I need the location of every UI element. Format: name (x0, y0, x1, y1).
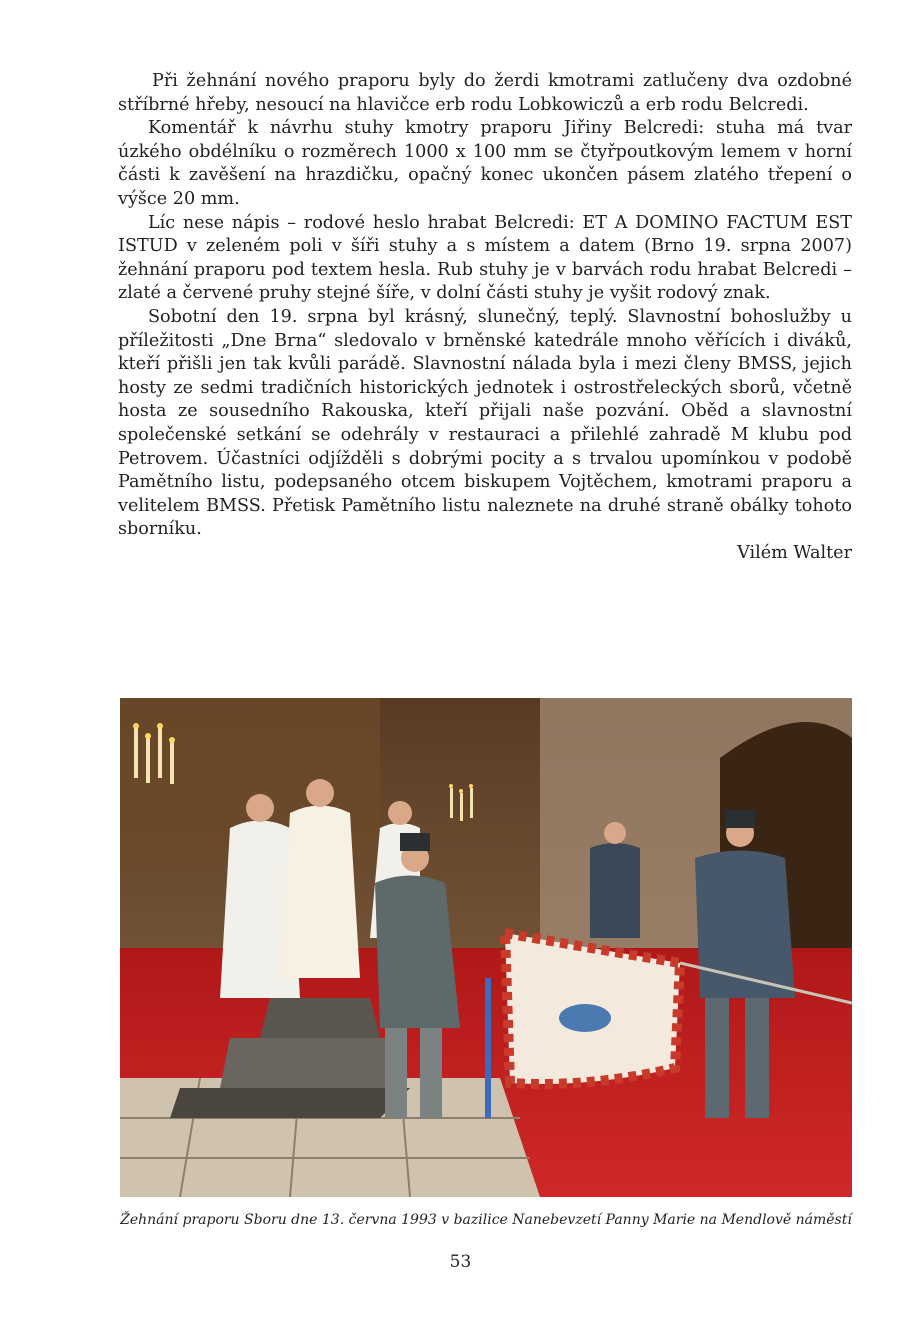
author-signature: Vilém Walter (737, 542, 852, 563)
paragraph-4: Sobotní den 19. srpna byl krásný, slunečný, teplý. Slavnostní bohoslužby u příležitosti „Dne Brna“ sledovalo v brněnské katedrále mnoho věřících i diváků, kteří přišli jen tak kvůli parádě. Slavnostní nálada byla i mezi členy BMSS, jejich hosty ze sedmi tradičních historických jednotek i ostrostřeleckých sborů, včetně hosta ze sousedního Rakouska, kteří přijali naše pozvání. Oběd a slavnostní společenské setkání se odehrály v restauraci a přilehlé zahradě M klubu pod Petrovem. Účastníci odjížděli s dobrými pocity a s trvalou upomínkou v podobě Pamětního listu, podepsaného otcem biskupem Vojtěchem, kmotrami praporu a velitelem BMSS. Přetisk Pamětního listu naleznete na druhé straně obálky tohoto sborníku. (118, 306, 852, 540)
photo-caption: Žehnání praporu Sboru dne 13. června 1993 v bazilice Nanebevzetí Panny Marie na Mendlově náměstí (120, 1212, 852, 1228)
article-body (118, 70, 852, 565)
ceremony-photo (120, 698, 852, 1197)
paragraph-3: Líc nese nápis – rodové heslo hrabat Belcredi: ET A DOMINO FACTUM EST ISTUD v zeleném poli v šíři stuhy a s místem a datem (Brno 19. srpna 2007) žehnání praporu pod textem hesla. Rub stuhy je v barvách rodu hrabat Belcredi – zlaté a červené pruhy stejné šíře, v dolní části stuhy je vyšit rodový znak. (118, 212, 852, 304)
page-number: 53 (449, 1252, 472, 1272)
paragraph-2: Komentář k návrhu stuhy kmotry praporu Jiřiny Belcredi: stuha má tvar úzkého obdélníku o rozměrech 1000 x 100 mm se čtyřpoutkovým lemem v horní části k zavěšení na hrazdičku, opačný konec ukončen pásem zlatého třepení o výšce 20 mm. (118, 118, 852, 209)
ceremony-photo-illustration (120, 698, 852, 1197)
paragraph-1: Při žehnání nového praporu byly do žerdi kmotrami zatlučeny dva ozdobné stříbrné hřeby, nesoucí na hlavičce erb rodu Lobkowiczů a erb rodu Belcredi. (118, 71, 852, 115)
